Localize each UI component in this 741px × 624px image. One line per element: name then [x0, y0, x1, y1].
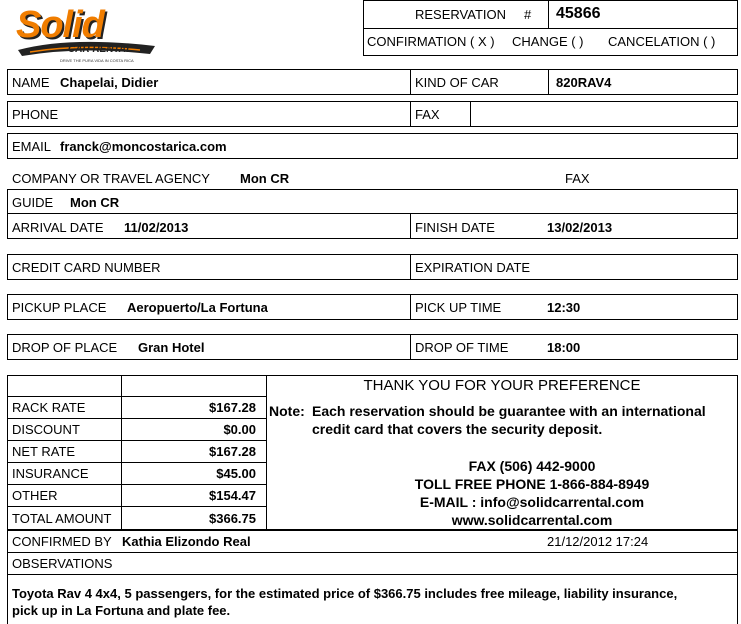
rate-value: $154.47: [209, 488, 256, 503]
cancelation-option: CANCELATION ( ): [608, 34, 716, 49]
rate-label: RACK RATE: [12, 400, 86, 415]
thank-you-heading: THANK YOU FOR YOUR PREFERENCE: [363, 377, 641, 394]
company-value: Mon CR: [240, 171, 290, 186]
confirmation-timestamp: 21/12/2012 17:24: [547, 534, 649, 549]
pickup-place-value: Aeropuerto/La Fortuna: [127, 300, 268, 315]
logo-brand: Solid: [16, 4, 104, 46]
fax-label: FAX: [415, 107, 440, 122]
change-option: CHANGE ( ): [512, 34, 584, 49]
finish-date-value: 13/02/2013: [547, 220, 613, 235]
arrival-date-label: ARRIVAL DATE: [12, 220, 104, 235]
guide-value: Mon CR: [70, 195, 120, 210]
kind-of-car-label: KIND OF CAR: [415, 75, 499, 90]
arrival-date-value: 11/02/2013: [124, 220, 189, 235]
company-fax-label: FAX: [565, 171, 590, 186]
email-label: EMAIL: [12, 139, 52, 154]
rate-label: INSURANCE: [12, 466, 89, 481]
drop-time-label: DROP OF TIME: [415, 340, 509, 355]
guide-label: GUIDE: [12, 195, 54, 210]
name-label: NAME: [12, 75, 50, 90]
pickup-time-label: PICK UP TIME: [415, 300, 502, 315]
drop-place-label: DROP OF PLACE: [12, 340, 118, 355]
note-line-1: Each reservation should be guarantee with an international: [312, 403, 706, 419]
rate-label: OTHER: [12, 488, 58, 503]
credit-card-label: CREDIT CARD NUMBER: [12, 260, 161, 275]
rate-value: $45.00: [216, 466, 256, 481]
total-amount-value: $366.75: [209, 511, 256, 526]
rate-value: $0.00: [223, 422, 256, 437]
pickup-row: [7, 294, 738, 320]
confirmation-option: CONFIRMATION ( X ): [367, 34, 495, 49]
contact-toll-free: TOLL FREE PHONE 1-866-884-8949: [414, 476, 650, 492]
phone-row: [7, 101, 738, 127]
contact-email: E-MAIL : info@solidcarrental.com: [419, 494, 645, 510]
company-logo: [10, 6, 160, 66]
email-value: franck@moncostarica.com: [60, 139, 227, 154]
observations-label: OBSERVATIONS: [12, 556, 113, 571]
confirmed-by-label: CONFIRMED BY: [12, 534, 112, 549]
drop-time-value: 18:00: [547, 340, 581, 355]
total-amount-label: TOTAL AMOUNT: [12, 511, 112, 526]
reservation-hash: #: [524, 7, 532, 22]
note-line-2: credit card that covers the security deposit.: [312, 421, 603, 437]
rate-label: NET RATE: [12, 444, 76, 459]
customer-name: Chapelai, Didier: [60, 75, 159, 90]
note-label: Note:: [269, 403, 305, 419]
logo-subtitle: CAR RENTAL: [68, 44, 133, 55]
rate-label: DISCOUNT: [12, 422, 80, 437]
finish-date-label: FINISH DATE: [415, 220, 495, 235]
rate-value: $167.28: [209, 444, 256, 459]
drop-place-value: Gran Hotel: [138, 340, 205, 355]
contact-fax: FAX (506) 442-9000: [468, 458, 596, 474]
confirmed-by-value: Kathia Elizondo Real: [122, 534, 251, 549]
phone-label: PHONE: [12, 107, 59, 122]
observation-line-1: Toyota Rav 4 4x4, 5 passengers, for the estimated price of $366.75 includes free mileage, liability insurance,: [12, 586, 678, 601]
rate-value: $167.28: [209, 400, 256, 415]
expiration-date-label: EXPIRATION DATE: [415, 260, 531, 275]
company-label: COMPANY OR TRAVEL AGENCY: [12, 171, 210, 186]
reservation-number: 45866: [556, 5, 601, 22]
pickup-place-label: PICKUP PLACE: [12, 300, 107, 315]
contact-website: www.solidcarrental.com: [451, 512, 613, 528]
kind-of-car-value: 820RAV4: [556, 75, 612, 90]
observation-line-2: pick up in La Fortuna and plate fee.: [12, 603, 231, 618]
pickup-time-value: 12:30: [547, 300, 581, 315]
logo-tagline: DRIVE THE PURA VIDA IN COSTA RICA: [60, 58, 134, 63]
reservation-label: RESERVATION: [415, 7, 507, 22]
